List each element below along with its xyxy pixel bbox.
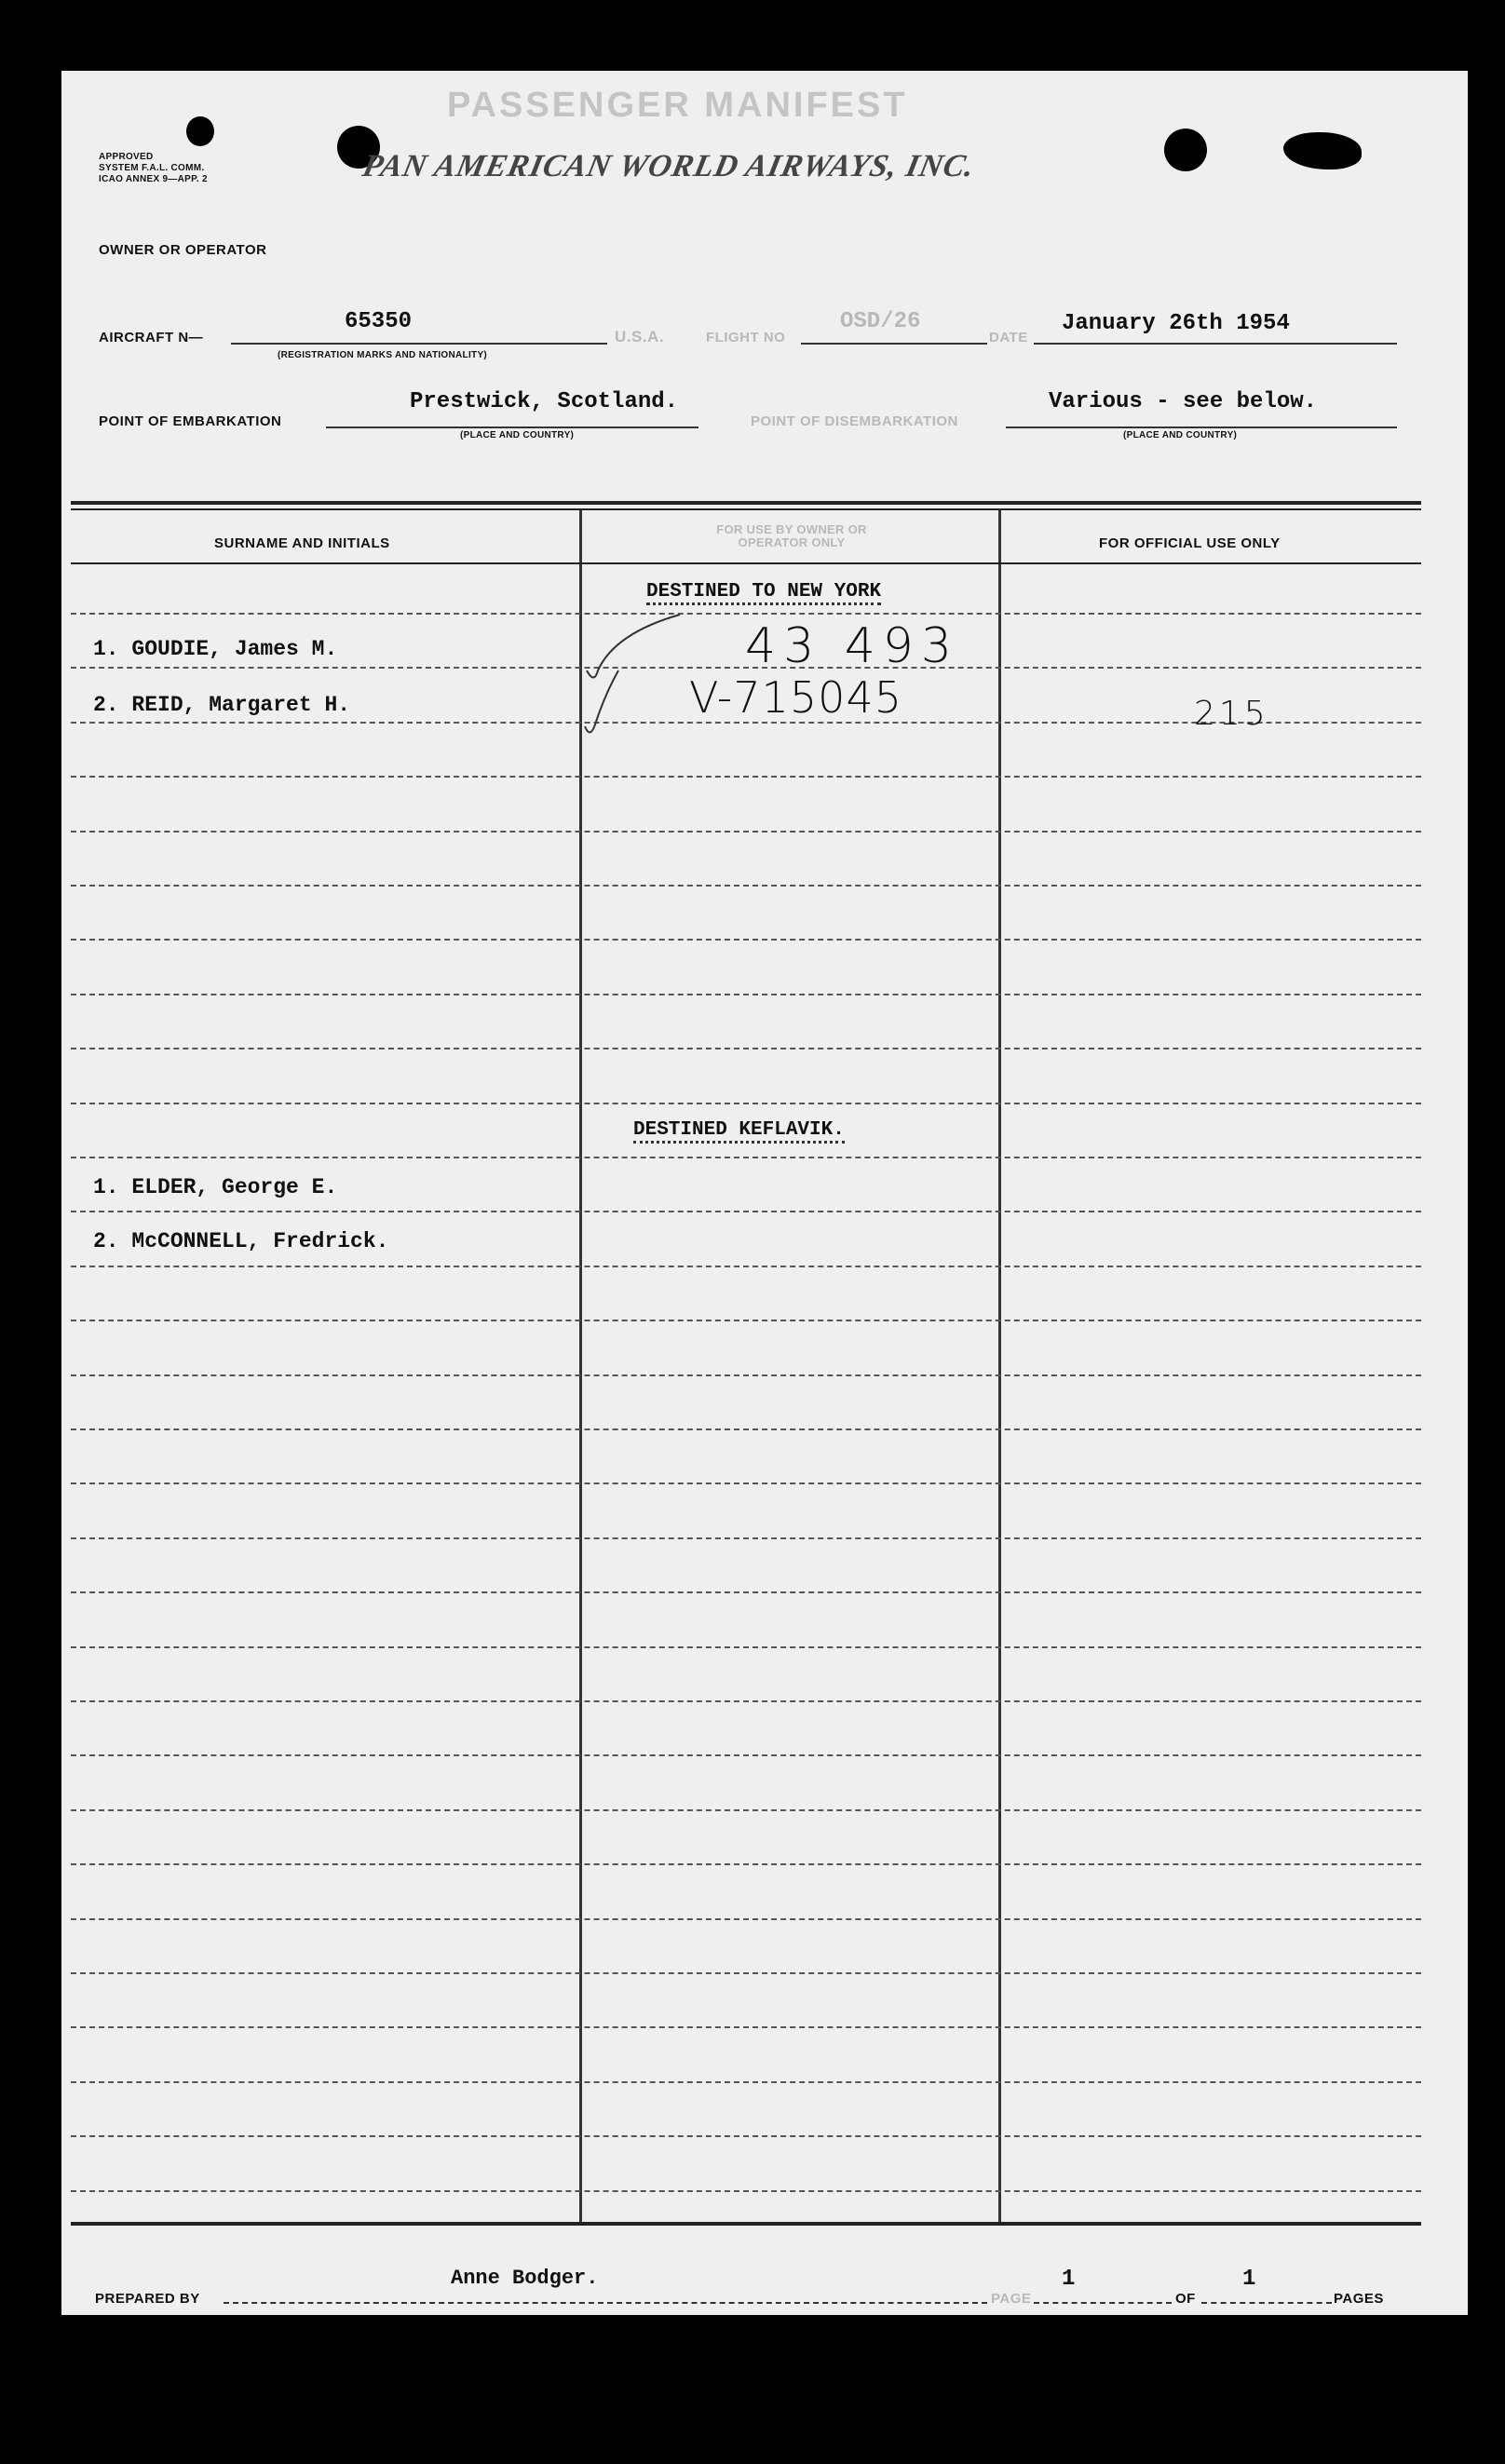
ruled-line (71, 1591, 1421, 1593)
header-bottom-rule (71, 562, 1421, 564)
page-underline (1034, 2302, 1172, 2304)
punch-hole-left-1 (186, 116, 214, 146)
ruled-line (71, 1374, 1421, 1376)
disembarkation-value: Various - see below. (1049, 389, 1318, 414)
table-top-rule-2 (71, 508, 1421, 510)
column-divider-2 (998, 510, 1001, 2226)
ruled-line (71, 1103, 1421, 1104)
embarkation-value: Prestwick, Scotland. (410, 389, 679, 414)
approval-line-1: APPROVED (99, 152, 154, 162)
ruled-line (71, 994, 1421, 995)
page-label: PAGE (991, 2291, 1032, 2307)
page-number: 1 (1062, 2267, 1076, 2292)
disembarkation-underline (1006, 426, 1397, 428)
page-total: 1 (1242, 2267, 1256, 2292)
checkmark-icon (577, 605, 689, 736)
ruled-line (71, 1646, 1421, 1648)
manifest-date: January 26th 1954 (1062, 311, 1290, 336)
table-top-rule (71, 501, 1421, 505)
prepared-by-name: Anne Bodger. (451, 2267, 599, 2290)
prepared-by-underline (224, 2302, 987, 2304)
flight-underline (801, 343, 987, 345)
owner-note: V-715045 (689, 672, 902, 723)
form-title: PASSENGER MANIFEST (447, 86, 908, 125)
embarkation-underline (326, 426, 698, 428)
flight-number: OSD/26 (840, 309, 921, 334)
table-bottom-rule (71, 2222, 1421, 2226)
aircraft-underline (231, 343, 607, 345)
column-header-official-use: FOR OFFICIAL USE ONLY (1099, 535, 1281, 551)
disembarkation-caption: (PLACE AND COUNTRY) (1123, 430, 1238, 440)
column-header-owner-use: FOR USE BY OWNER OR OPERATOR ONLY (716, 522, 867, 549)
ruled-line (71, 1972, 1421, 1974)
aircraft-number: 65350 (345, 309, 413, 334)
airline-name: PAN AMERICAN WORLD AIRWAYS, INC. (359, 149, 979, 183)
prepared-by-label: PREPARED BY (95, 2291, 200, 2307)
ruled-line (71, 1157, 1421, 1158)
group-heading-keflavik: DESTINED KEFLAVIK. (633, 1119, 845, 1144)
ruled-line (71, 939, 1421, 941)
ruled-line (71, 1863, 1421, 1865)
aircraft-label: AIRCRAFT N— (99, 330, 204, 345)
ruled-line (71, 2135, 1421, 2137)
ruled-line (71, 1482, 1421, 1484)
ruled-line (71, 1754, 1421, 1756)
owner-operator-label: OWNER OR OPERATOR (99, 242, 267, 258)
passenger-row: 1. GOUDIE, James M. (93, 637, 338, 661)
embarkation-label: POINT OF EMBARKATION (99, 413, 282, 429)
ruled-line (71, 2190, 1421, 2192)
group-heading-new-york: DESTINED TO NEW YORK (646, 581, 881, 605)
ruled-line (71, 1537, 1421, 1539)
ruled-line (71, 1320, 1421, 1321)
ruled-line (71, 613, 1421, 615)
official-note: 215 (1194, 695, 1269, 733)
ruled-line (71, 831, 1421, 833)
date-label: DATE (989, 330, 1028, 345)
ruled-line (71, 1700, 1421, 1702)
punch-hole-right-1 (1164, 129, 1207, 171)
registration-caption: (REGISTRATION MARKS AND NATIONALITY) (278, 350, 488, 360)
embarkation-caption: (PLACE AND COUNTRY) (460, 430, 575, 440)
date-underline (1034, 343, 1397, 345)
passenger-row: 2. McCONNELL, Fredrick. (93, 1229, 389, 1253)
ruled-line (71, 1809, 1421, 1811)
approval-line-2: SYSTEM F.A.L. COMM. (99, 163, 205, 173)
ruled-line (71, 1428, 1421, 1430)
ruled-line (71, 2081, 1421, 2083)
ruled-line (71, 1266, 1421, 1267)
flight-label: FLIGHT NO (706, 330, 786, 345)
ruled-line (71, 2026, 1421, 2028)
ruled-line (71, 1048, 1421, 1049)
passenger-row: 1. ELDER, George E. (93, 1175, 338, 1199)
passenger-row: 2. REID, Margaret H. (93, 693, 351, 717)
ruled-line (71, 1211, 1421, 1212)
column-divider-1 (579, 510, 582, 2226)
pages-label: PAGES (1334, 2291, 1384, 2307)
ruled-line (71, 776, 1421, 778)
ruled-line (71, 885, 1421, 887)
of-label: OF (1175, 2291, 1196, 2307)
owner-note: 43 493 (745, 618, 959, 674)
disembarkation-label: POINT OF DISEMBARKATION (751, 413, 958, 429)
column-header-surname: SURNAME AND INITIALS (214, 535, 390, 551)
of-underline (1201, 2302, 1332, 2304)
nationality: U.S.A. (615, 328, 665, 345)
approval-line-3: ICAO ANNEX 9—APP. 2 (99, 174, 208, 184)
ruled-line (71, 1918, 1421, 1920)
